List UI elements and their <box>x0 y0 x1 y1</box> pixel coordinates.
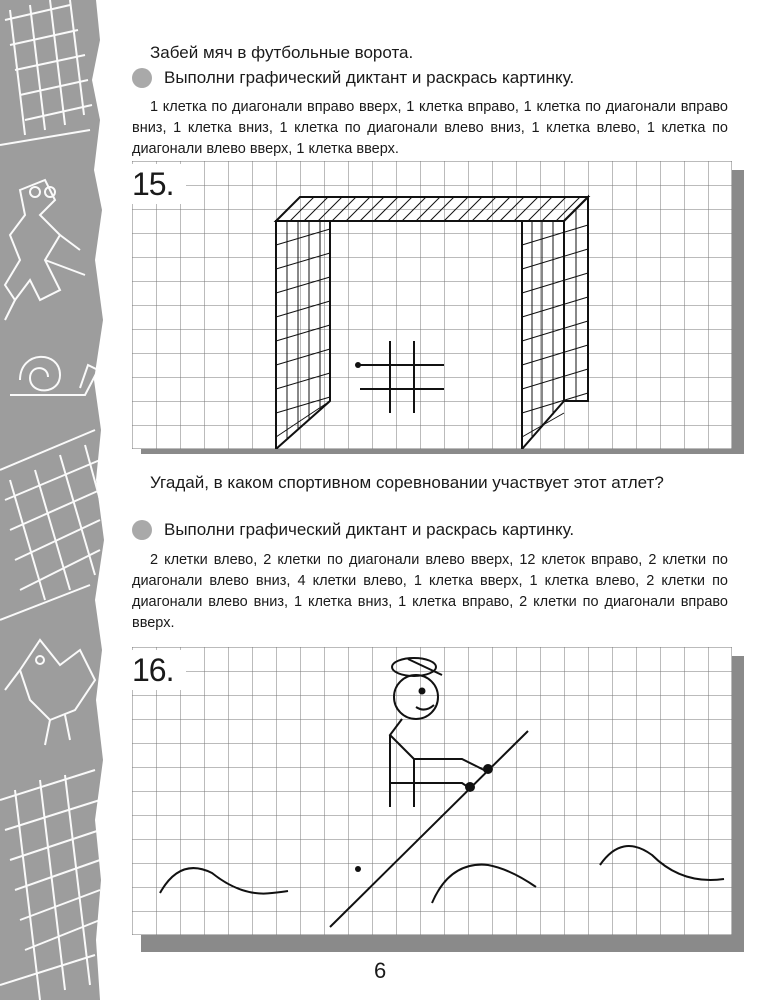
start-point-icon <box>355 866 361 872</box>
bullet-dot-icon <box>132 68 152 88</box>
exercise-15-number: 15. <box>128 164 186 204</box>
exercise-16-task-text: Выполни графический диктант и раскрась картинку. <box>164 520 575 539</box>
exercise-16-intro: Угадай, в каком спортивном соревновании участвует этот атлет? <box>150 473 664 492</box>
bullet-dot-icon <box>132 520 152 540</box>
hand-point-icon <box>465 782 475 792</box>
grid-16 <box>132 647 732 935</box>
page-number: 6 <box>374 958 387 983</box>
hand-point-icon <box>483 764 493 774</box>
start-point-icon <box>355 362 361 368</box>
exercise-16-instructions: 2 клетки влево, 2 клетки по диагонали влево вверх, 12 клеток вправо, 2 клетки по диагонали влево вниз, 4 клетки влево, 1 клетка вверх, 1 клетка влево, 2 клетки по диагонали влево вниз, 1 клетка вниз, 1 клетка вправо, 2 клетки по диагонали вправо вверх. <box>132 552 728 631</box>
exercise-15-task-text: Выполни графический диктант и раскрась картинку. <box>164 68 575 87</box>
exercise-16-number: 16. <box>128 650 186 690</box>
exercise-15-intro: Забей мяч в футбольные ворота. <box>150 43 414 62</box>
exercise-15-instructions: 1 клетка по диагонали вправо вверх, 1 клетка вправо, 1 клетка по диагонали вправо вниз, 1 клетка вниз, 1 клетка по диагонали влево вниз, 1 клетка влево, 1 клетка по диагонали влево вверх, 1 клетка вверх. <box>132 99 728 157</box>
exercise-16-task <box>132 519 574 541</box>
decorative-sidebar <box>0 0 140 1000</box>
exercise-15-task <box>132 67 574 89</box>
grid-15 <box>132 161 732 449</box>
